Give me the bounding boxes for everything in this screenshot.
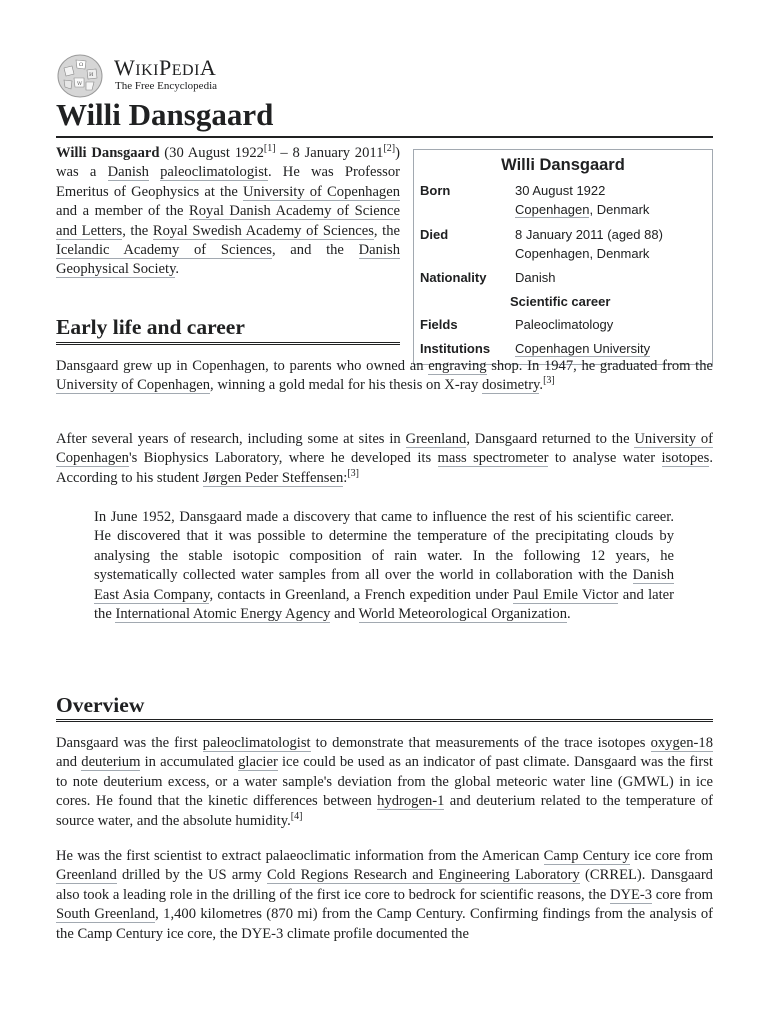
- link-oxygen-18[interactable]: oxygen-18: [650, 735, 713, 751]
- link-danish-east-asia-company[interactable]: Danish East Asia Company: [94, 567, 674, 603]
- link-danish[interactable]: Danish: [107, 164, 149, 181]
- page-title: Willi Dansgaard: [56, 97, 274, 132]
- infobox-died-label: Died: [420, 227, 449, 242]
- link-dosimetry[interactable]: dosimetry: [481, 377, 540, 394]
- link-university-of-copenhagen[interactable]: University of Copenhagen: [56, 431, 714, 467]
- tagline: The Free Encyclopedia: [115, 80, 218, 92]
- infobox-institutions-label: Institutions: [420, 341, 491, 356]
- paragraph-overview-2: He was the first scientist to extract palaeoclimatic information from the American Camp Century ice core from Greenland drilled by the US army Cold Regions Research and Engineering Laboratory (CRREL). Dansgaard also took a leading role in the drilling of the first ice core to bedrock for scientific reasons, the DYE-3 core from South Greenland, 1,400 kilometres (870 mi) from the Camp Century. Confirming findings from the analysis of the Camp Century ice core, the DYE-3 climate profile documented the: [56, 848, 713, 942]
- ref-4[interactable]: [4]: [290, 810, 303, 822]
- link-danish-geophysical-society[interactable]: Danish Geophysical Society: [56, 242, 400, 278]
- svg-text:W: W: [77, 81, 83, 87]
- wikipedia-wordmark[interactable]: WIKIPEDIA: [114, 55, 217, 80]
- link-crrel[interactable]: Cold Regions Research and Engineering Laboratory: [267, 867, 580, 884]
- paragraph-overview-1: Dansgaard was the first paleoclimatologist to demonstrate that measurements of the trace isotopes oxygen-18 and deuterium in accumulated glacier ice could be used as an indicator of past climate. Dansgaard was the first to note deuterium excess, or a water sample's deviation from the global meteoric water line (GMWL) in ice cores. He found that the kinetic differences between hydrogen-1 and deuterium related to the temperature of source water, and the absolute humidity.[4]: [56, 735, 713, 829]
- blockquote: In June 1952, Dansgaard made a discovery that came to influence the rest of his scientific career. He discovered that it was possible to determine the temperature of the precipitating clouds by analysing the stable isotopic composition of rain water. In the following 12 years, he systematically collected water samples from all over the world in collaboration with the Danish East Asia Company, contacts in Greenland, a French expedition under Paul Emile Victor and later the International Atomic Energy Agency and World Meteorological Organization.: [94, 509, 675, 623]
- link-paleoclimatologist[interactable]: paleoclimatologist: [202, 735, 311, 751]
- lead-paragraph: Willi Dansgaard (30 August 1922[1] – 8 January 2011[2]) was a Danish paleoclimatologist. He was Professor Emeritus of Geophysics at the University of Copenhagen and a member of the Royal Danish Academy of Science and Letters, the Royal Swedish Academy of Sciences, the Icelandic Academy of Sciences, and the Danish Geophysical Society.: [56, 143, 400, 278]
- wikipedia-globe-icon[interactable]: [56, 54, 104, 98]
- ref-2[interactable]: [2]: [383, 143, 396, 155]
- link-camp-century[interactable]: Camp Century: [543, 848, 630, 864]
- link-hydrogen-1[interactable]: hydrogen-1: [377, 793, 445, 810]
- ref-3[interactable]: [3]: [543, 375, 555, 387]
- infobox-born-value: 30 August 1922 Copenhagen, Denmark: [515, 183, 650, 217]
- link-university-of-copenhagen[interactable]: University of Copenhagen: [56, 377, 211, 394]
- link-engraving[interactable]: engraving: [428, 358, 487, 374]
- link-dye-3[interactable]: DYE-3: [609, 886, 653, 903]
- infobox-died-value: 8 January 2011 (aged 88) Copenhagen, Denmark: [515, 227, 663, 261]
- link-copenhagen-university[interactable]: Copenhagen University: [515, 341, 651, 356]
- infobox-career-header: Scientific career: [510, 294, 611, 309]
- link-royal-danish-academy[interactable]: Royal Danish Academy of Science and Letters: [56, 203, 400, 239]
- link-royal-swedish-academy[interactable]: Royal Swedish Academy of Sciences: [152, 222, 374, 239]
- paragraph-early-1: Dansgaard grew up in Copenhagen, to parents who owned an engraving shop. In 1947, he graduated from the University of Copenhagen, winning a gold medal for his thesis on X-ray dosimetry.[3]: [56, 358, 713, 394]
- link-jorgen-peder-steffensen[interactable]: Jørgen Peder Steffensen: [202, 469, 344, 486]
- subject-name: Willi Dansgaard: [56, 145, 160, 161]
- link-paleoclimatologist[interactable]: paleoclimatologist: [160, 164, 268, 181]
- svg-text:Ω: Ω: [79, 62, 84, 68]
- infobox: [413, 149, 713, 365]
- section-divider: [56, 342, 400, 345]
- infobox-nationality-label: Nationality: [420, 270, 487, 285]
- link-copenhagen[interactable]: Copenhagen: [515, 202, 590, 217]
- ref-3[interactable]: [3]: [347, 467, 359, 479]
- link-deuterium[interactable]: deuterium: [81, 754, 141, 771]
- link-greenland[interactable]: Greenland: [405, 431, 467, 447]
- link-iaea[interactable]: International Atomic Energy Agency: [115, 606, 331, 623]
- infobox-nationality-value: Danish: [515, 270, 556, 285]
- infobox-born-label: Born: [420, 183, 451, 198]
- link-glacier[interactable]: glacier: [238, 754, 278, 771]
- title-divider: [56, 136, 713, 138]
- site-header: [56, 52, 356, 98]
- paragraph-early-2: After several years of research, including some at sites in Greenland, Dansgaard returned to the University of Copenhagen's Biophysics Laboratory, where he developed its mass spectrometer to analyse water isotopes. According to his student Jørgen Peder Steffensen:[3]: [56, 431, 714, 486]
- link-wmo[interactable]: World Meteorological Organization: [358, 606, 568, 623]
- link-university-of-copenhagen[interactable]: University of Copenhagen: [243, 183, 400, 200]
- link-mass-spectrometer[interactable]: mass spectrometer: [437, 450, 549, 467]
- link-greenland[interactable]: Greenland: [56, 867, 117, 884]
- infobox-fields-label: Fields: [420, 317, 458, 332]
- infobox-fields-value: Paleoclimatology: [515, 317, 614, 332]
- heading-overview: Overview: [56, 693, 145, 717]
- section-divider: [56, 719, 713, 722]
- link-isotopes[interactable]: isotopes: [661, 450, 710, 467]
- infobox-title: Willi Dansgaard: [501, 156, 625, 174]
- ref-1[interactable]: [1]: [263, 143, 276, 155]
- svg-text:И: И: [89, 72, 94, 78]
- link-paul-emile-victor[interactable]: Paul Emile Victor: [512, 586, 619, 603]
- link-south-greenland[interactable]: South Greenland: [56, 906, 156, 923]
- heading-early-life: Early life and career: [56, 315, 245, 339]
- link-icelandic-academy[interactable]: Icelandic Academy of Sciences: [56, 242, 272, 259]
